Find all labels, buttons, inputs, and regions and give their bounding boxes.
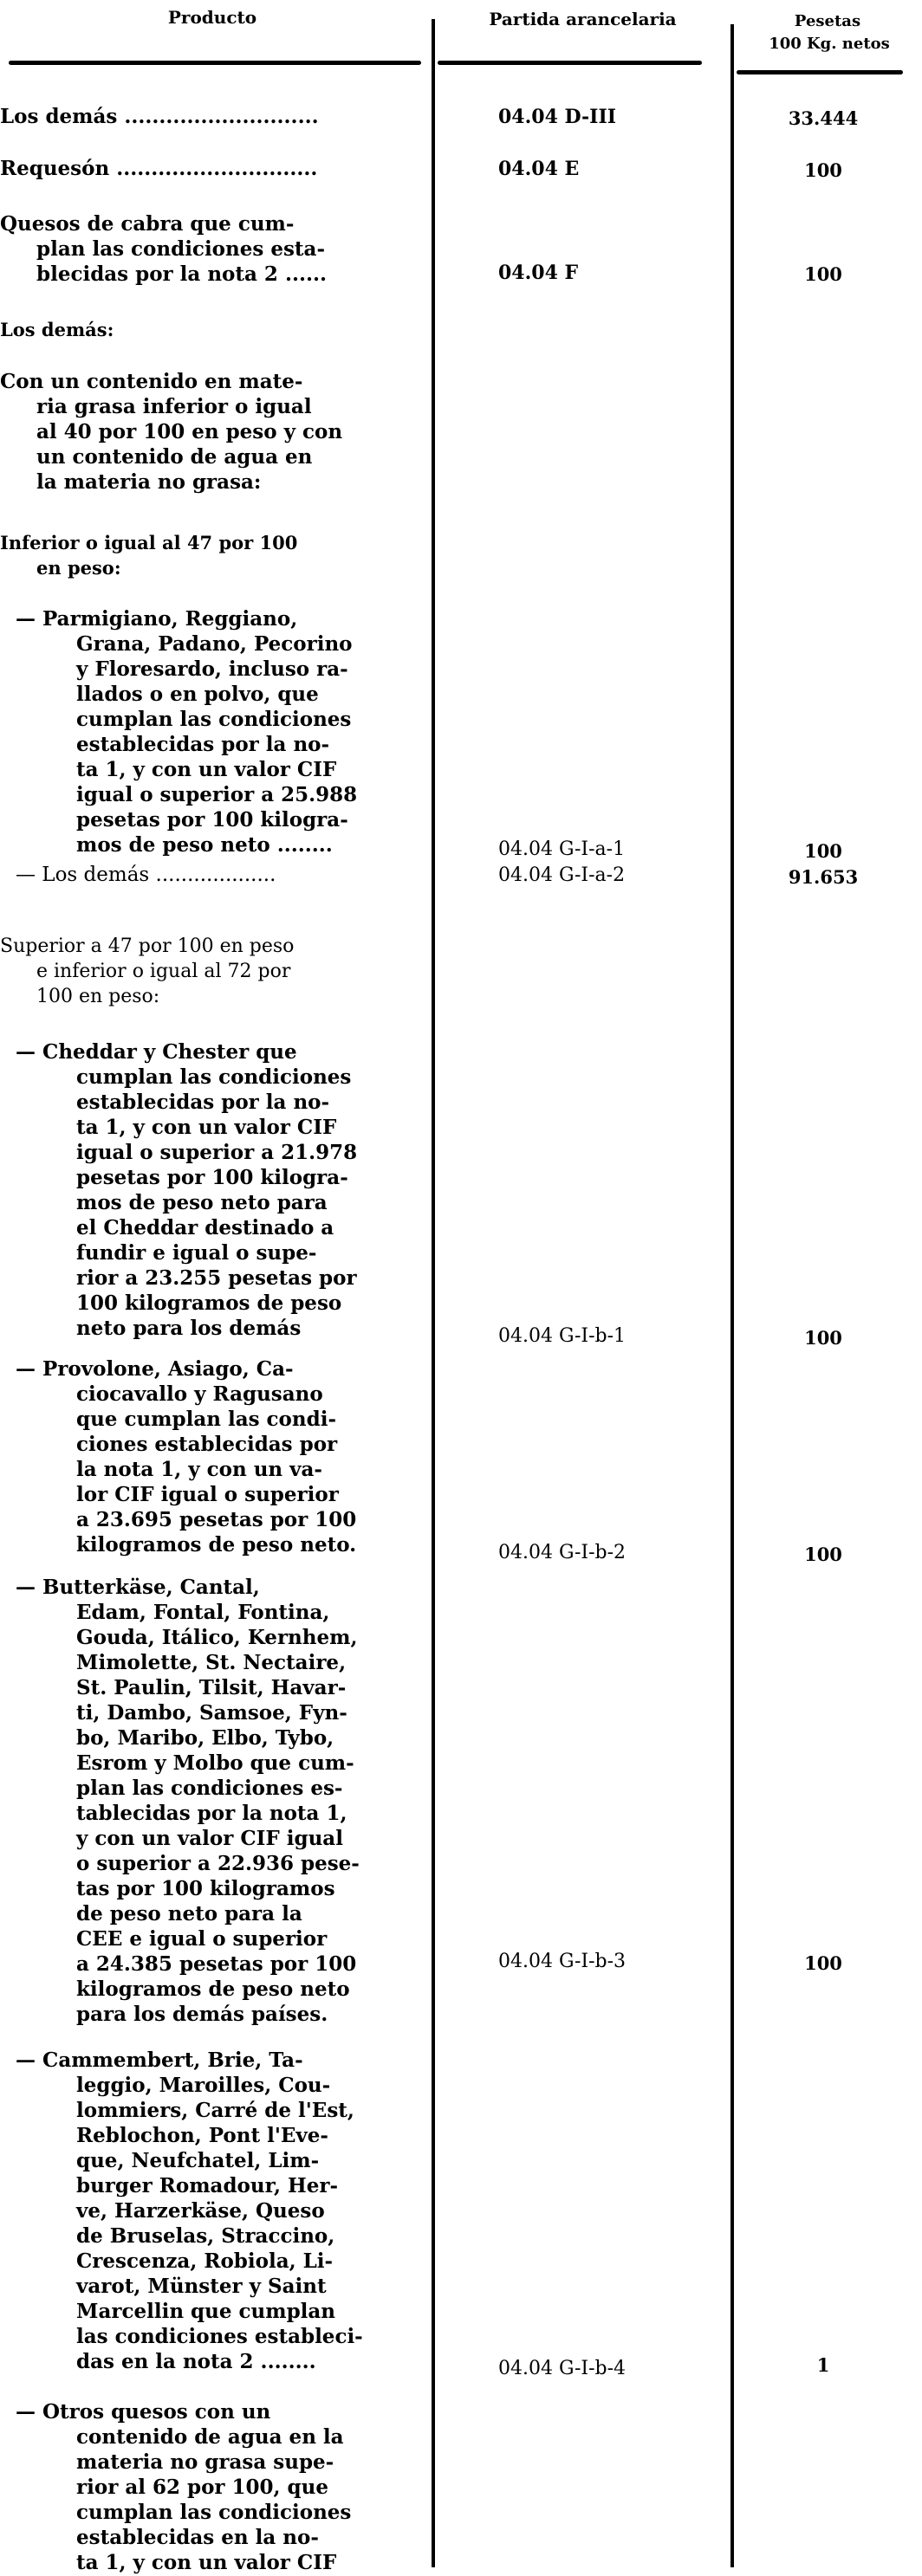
product-line: igual o superior a 25.988 xyxy=(76,783,358,806)
product-line: CEE e igual o superior xyxy=(76,1927,328,1951)
product-line: leggio, Maroilles, Cou- xyxy=(76,2074,331,2097)
header-product: Producto xyxy=(167,7,257,28)
product-line: ta 1, y con un valor CIF xyxy=(76,2551,337,2574)
product-los-demas-a2 xyxy=(0,863,425,888)
rate-value: 100 xyxy=(804,159,842,181)
rate-value: 33.444 xyxy=(788,107,859,129)
product-line: pesetas por 100 kilogra- xyxy=(76,1166,348,1189)
product-line: establecidas por la no- xyxy=(76,1091,330,1114)
tariff-code: 04.04 G-I-a-2 xyxy=(498,864,626,886)
rate-value: 100 xyxy=(804,1952,842,1974)
rate-value: 91.653 xyxy=(788,866,859,888)
product-line: — Los demás ................... xyxy=(16,864,276,886)
product-line: — Parmigiano, Reggiano, xyxy=(16,607,298,631)
rate-value: 100 xyxy=(804,263,842,285)
product-line: — Otros quesos con un xyxy=(16,2400,271,2424)
product-line: blecidas por la nota 2 ...... xyxy=(36,262,327,286)
rate-value: 100 xyxy=(804,1327,842,1349)
product-line: materia no grasa supe- xyxy=(76,2450,334,2474)
product-line: — Provolone, Asiago, Ca- xyxy=(16,1357,294,1381)
product-line: cumplan las condiciones xyxy=(76,2501,352,2524)
product-line: Gouda, Itálico, Kernhem, xyxy=(76,1626,358,1649)
product-line: Crescenza, Robiola, Li- xyxy=(76,2249,334,2273)
product-los-demas xyxy=(0,104,425,129)
product-line: Mimolette, St. Nectaire, xyxy=(76,1651,347,1674)
product-line: a 23.695 pesetas por 100 xyxy=(76,1508,357,1531)
section-superior-47 xyxy=(0,934,425,1009)
rate-value: 100 xyxy=(804,840,842,862)
product-provolone xyxy=(0,1356,425,1557)
product-line: en peso: xyxy=(36,557,121,579)
product-line: ciones establecidas por xyxy=(76,1433,338,1456)
product-line: el Cheddar destinado a xyxy=(76,1216,334,1239)
product-line: 100 en peso: xyxy=(36,986,160,1007)
product-line: que, Neufchatel, Lim- xyxy=(76,2149,320,2172)
product-line: lommiers, Carré de l'Est, xyxy=(76,2099,354,2122)
product-line: lor CIF igual o superior xyxy=(76,1483,339,1506)
product-line: llados o en polvo, que xyxy=(76,683,319,706)
product-line: kilogramos de peso neto xyxy=(76,1977,350,2001)
product-line: das en la nota 2 ........ xyxy=(76,2350,316,2373)
tariff-code: 04.04 D-III xyxy=(498,106,617,128)
rate-value: 1 xyxy=(816,2354,830,2376)
product-line: Edam, Fontal, Fontina, xyxy=(76,1601,330,1624)
product-line: Grana, Padano, Pecorino xyxy=(76,632,353,656)
tariff-code: 04.04 G-I-b-3 xyxy=(498,1951,627,1972)
product-line: 100 kilogramos de peso xyxy=(76,1291,342,1315)
product-line: — Butterkäse, Cantal, xyxy=(16,1576,260,1599)
product-line: cumplan las condiciones xyxy=(76,1065,352,1089)
product-line: igual o superior a 21.978 xyxy=(76,1141,358,1164)
product-line: bo, Maribo, Elbo, Tybo, xyxy=(76,1726,334,1750)
product-line: neto para los demás xyxy=(76,1317,302,1340)
product-line: varot, Münster y Saint xyxy=(76,2275,327,2298)
product-line: o superior a 22.936 pese- xyxy=(76,1852,360,1875)
product-line: al 40 por 100 en peso y con xyxy=(36,420,343,443)
product-line: ta 1, y con un valor CIF xyxy=(76,758,337,781)
product-line: St. Paulin, Tilsit, Havar- xyxy=(76,1676,347,1699)
product-line: burger Romadour, Her- xyxy=(76,2174,339,2197)
product-quesos-cabra xyxy=(0,211,425,287)
product-line: rior a 23.255 pesetas por xyxy=(76,1266,357,1290)
product-line: Los demás: xyxy=(0,319,114,340)
product-line: kilogramos de peso neto. xyxy=(76,1533,357,1557)
product-line: mos de peso neto ........ xyxy=(76,833,333,857)
product-line: cumplan las condiciones xyxy=(76,708,352,731)
product-line: un contenido de agua en xyxy=(36,445,313,469)
product-line: y Floresardo, incluso ra- xyxy=(76,657,348,681)
tariff-code: 04.04 E xyxy=(498,158,580,180)
product-cammembert xyxy=(0,2048,425,2374)
column-divider-2 xyxy=(730,24,734,2567)
product-line: de peso neto para la xyxy=(76,1902,302,1926)
tariff-code: 04.04 G-I-b-4 xyxy=(498,2358,627,2379)
product-line: la materia no grasa: xyxy=(36,470,262,494)
column-divider-1 xyxy=(432,19,435,2567)
product-line: ciocavallo y Ragusano xyxy=(76,1382,323,1406)
product-line: de Bruselas, Straccino, xyxy=(76,2224,335,2248)
section-inferior-47 xyxy=(0,530,425,580)
product-line: — Cammembert, Brie, Ta- xyxy=(16,2049,303,2072)
product-line: e inferior o igual al 72 por xyxy=(36,961,291,982)
product-line: Requesón ............................. xyxy=(0,157,318,180)
header-rule-product xyxy=(9,61,421,65)
product-line: que cumplan las condi- xyxy=(76,1408,336,1431)
header-rate-line2: 100 Kg. netos xyxy=(769,35,890,53)
product-line: Superior a 47 por 100 en peso xyxy=(0,935,295,957)
product-line: las condiciones estableci- xyxy=(76,2325,363,2348)
product-line: ria grasa inferior o igual xyxy=(36,395,312,418)
header-rule-tariff xyxy=(438,61,702,65)
product-otros-quesos xyxy=(0,2399,425,2575)
product-cheddar xyxy=(0,1039,425,1341)
product-line: Los demás ............................ xyxy=(0,105,319,128)
product-line: Marcellin que cumplan xyxy=(76,2300,336,2323)
product-line: Esrom y Molbo que cum- xyxy=(76,1751,354,1775)
section-contenido-grasa xyxy=(0,369,425,495)
product-line: — Cheddar y Chester que xyxy=(16,1040,297,1064)
product-line: pesetas por 100 kilogra- xyxy=(76,808,348,832)
tariff-code: 04.04 F xyxy=(498,262,579,284)
product-butterkase xyxy=(0,1575,425,2027)
product-line: fundir e igual o supe- xyxy=(76,1241,317,1265)
product-line: Inferior o igual al 47 por 100 xyxy=(0,532,298,553)
product-line: establecidas en la no- xyxy=(76,2526,319,2549)
product-line: tas por 100 kilogramos xyxy=(76,1877,335,1900)
tariff-code: 04.04 G-I-b-1 xyxy=(498,1325,627,1347)
product-line: a 24.385 pesetas por 100 xyxy=(76,1952,357,1976)
product-line: mos de peso neto para xyxy=(76,1191,328,1214)
product-line: plan las condiciones es- xyxy=(76,1777,343,1800)
tariff-code: 04.04 G-I-b-2 xyxy=(498,1542,627,1563)
product-requeson xyxy=(0,156,425,181)
product-line: ti, Dambo, Samsoe, Fyn- xyxy=(76,1701,347,1725)
product-line: ta 1, y con un valor CIF xyxy=(76,1116,337,1139)
section-los-demas xyxy=(0,317,425,342)
rate-value: 100 xyxy=(804,1544,842,1565)
product-line: y con un valor CIF igual xyxy=(76,1827,343,1850)
product-line: tablecidas por la nota 1, xyxy=(76,1802,347,1825)
product-line: la nota 1, y con un va- xyxy=(76,1458,322,1481)
product-line: plan las condiciones esta- xyxy=(36,237,325,261)
header-rate-line1: Pesetas xyxy=(794,12,861,30)
product-line: para los demás países. xyxy=(76,2003,328,2026)
product-line: Quesos de cabra que cum- xyxy=(0,212,295,236)
header-tariff: Partida arancelaria xyxy=(489,9,677,29)
header-rule-rate xyxy=(737,70,903,74)
product-line: establecidas por la no- xyxy=(76,733,330,756)
product-line: rior al 62 por 100, que xyxy=(76,2476,328,2499)
product-line: contenido de agua en la xyxy=(76,2425,344,2449)
product-line: Reblochon, Pont l'Eve- xyxy=(76,2124,328,2147)
tariff-code: 04.04 G-I-a-1 xyxy=(498,838,626,860)
product-parmigiano xyxy=(0,606,425,858)
product-line: Con un contenido en mate- xyxy=(0,370,303,393)
product-line: ve, Harzerkäse, Queso xyxy=(76,2199,325,2223)
